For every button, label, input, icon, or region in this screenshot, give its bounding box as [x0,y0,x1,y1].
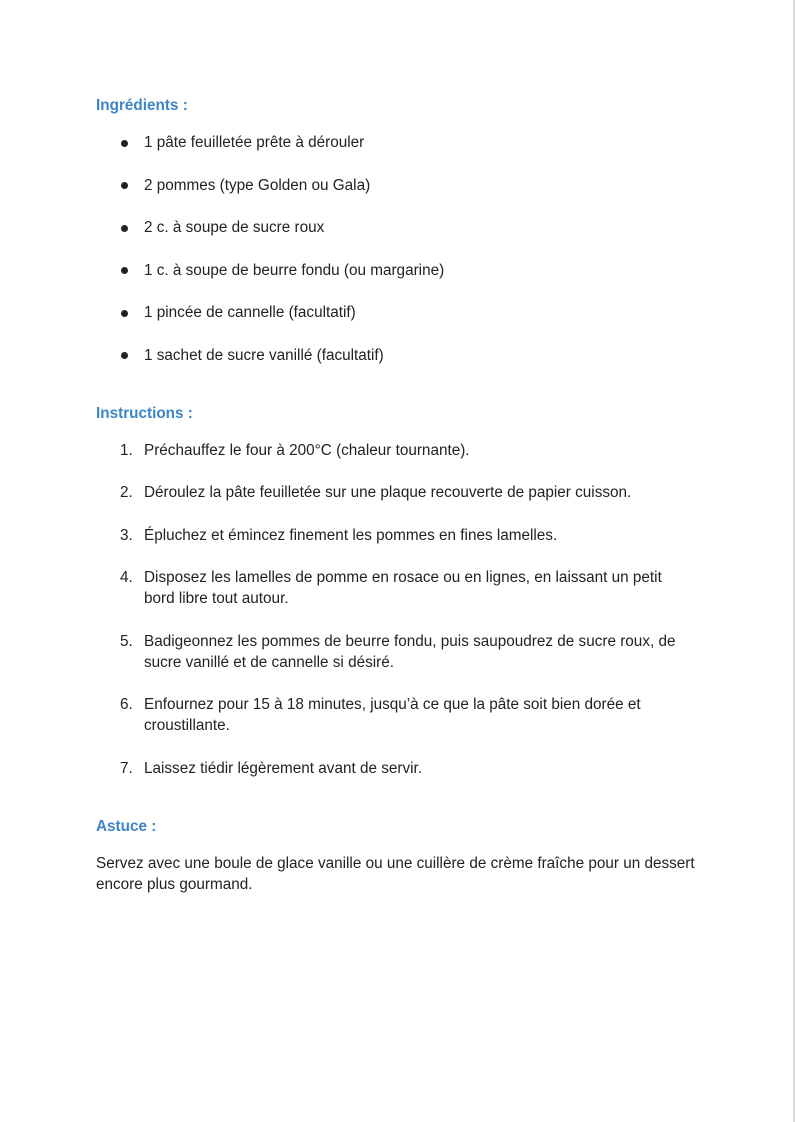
ingredient-text: 1 pâte feuilletée prête à dérouler [144,134,365,151]
instruction-step [96,567,696,609]
ingredient-text: 2 c. à soupe de sucre roux [144,219,325,236]
astuce-heading: Astuce : [96,817,157,835]
ingredient-text: 2 pommes (type Golden ou Gala) [144,176,371,194]
step-text: Disposez les lamelles de pomme en rosace ou en lignes, en laissant un petit bord libre tout autour. [144,569,662,607]
bullet-icon [121,225,128,232]
instruction-step [96,694,696,736]
step-number: 3. [120,526,133,544]
instruction-step [96,631,696,673]
instruction-step [96,440,696,461]
bullet-icon [121,352,128,359]
ingredient-text: 1 sachet de sucre vanillé (facultatif) [144,346,384,364]
ingredient-text: 1 pincée de cannelle (facultatif) [144,304,356,321]
ingredient-item [96,302,696,323]
step-number: 7. [120,759,133,777]
step-text: Épluchez et émincez finement les pommes en fines lamelles. [144,526,558,544]
ingredients-section [96,95,696,366]
ingredient-item [96,260,696,281]
step-text: Badigeonnez les pommes de beurre fondu, puis saupoudrez de sucre roux, de sucre vanillé et de cannelle si désiré. [144,632,676,671]
step-text: Déroulez la pâte feuilletée sur une plaque recouverte de papier cuisson. [144,484,632,501]
document-content [96,95,696,895]
step-number: 6. [120,696,133,713]
instruction-step [96,525,696,546]
step-text: Enfournez pour 15 à 18 minutes, jusqu’à ce que la pâte soit bien dorée et croustillante. [144,696,641,734]
ingredient-text: 1 c. à soupe de beurre fondu (ou margarine) [144,261,445,279]
ingredients-heading: Ingrédients : [96,97,188,114]
step-number: 2. [120,484,133,501]
step-number: 1. [120,441,133,459]
ingredient-item [96,345,696,366]
astuce-text: Servez avec une boule de glace vanille ou une cuillère de crème fraîche pour un dessert encore plus gourmand. [96,854,695,893]
ingredient-item [96,175,696,196]
ingredients-list [96,132,696,366]
instructions-section [96,403,696,779]
bullet-icon [121,267,128,274]
ingredient-item [96,132,696,153]
step-number: 4. [120,569,133,586]
step-text: Préchauffez le four à 200°C (chaleur tournante). [144,441,470,459]
step-number: 5. [120,632,133,650]
bullet-icon [121,182,128,189]
instructions-heading: Instructions : [96,404,193,422]
instruction-step [96,758,696,779]
instructions-list [96,440,696,779]
astuce-section [96,816,696,895]
instruction-step [96,482,696,503]
bullet-icon [121,310,128,317]
bullet-icon [121,140,128,147]
step-text: Laissez tiédir légèrement avant de servir. [144,759,423,777]
ingredient-item [96,217,696,238]
